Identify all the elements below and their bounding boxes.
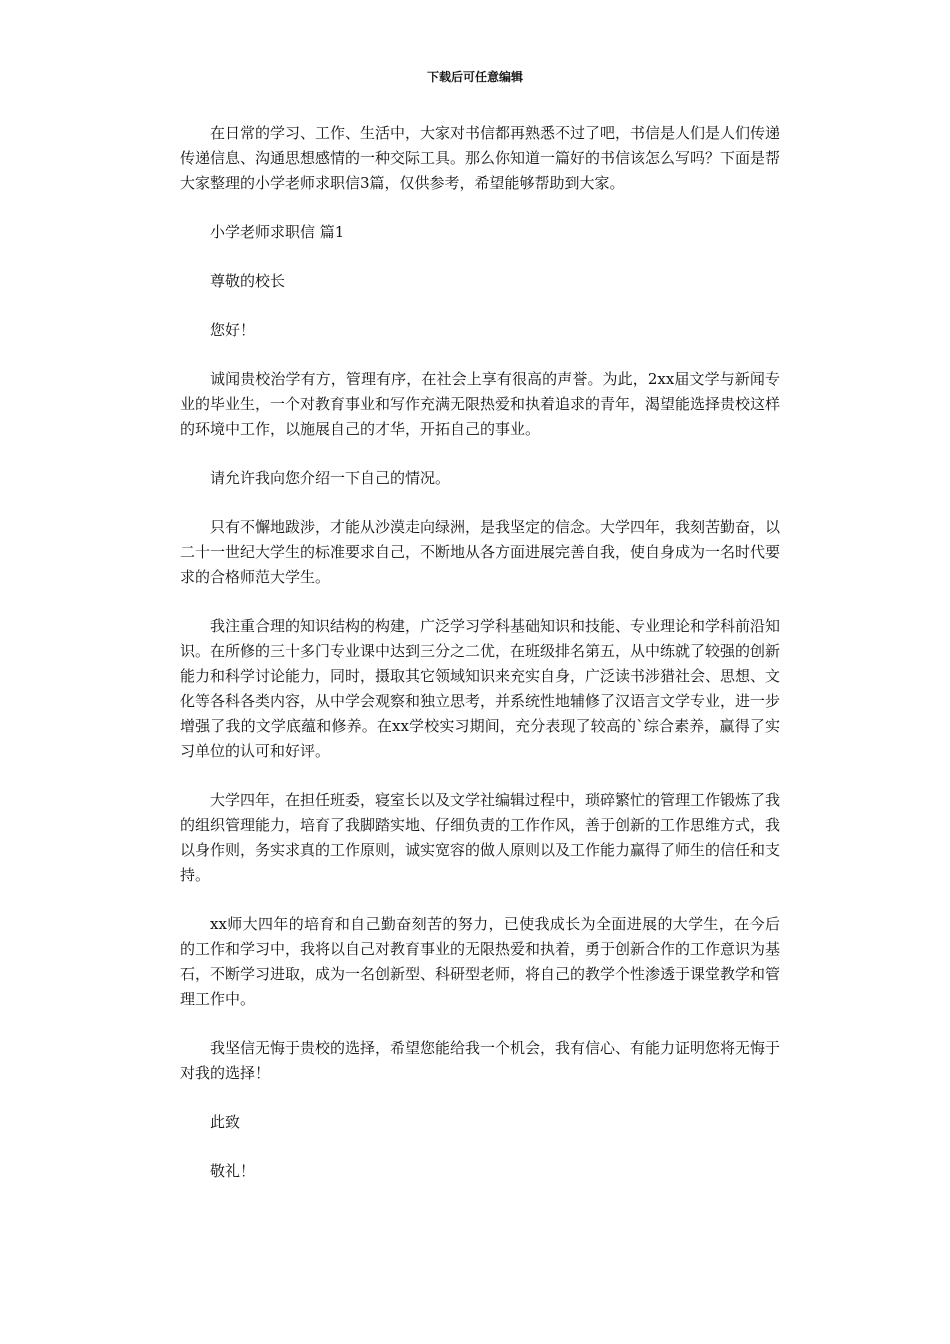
body-paragraph: xx师大四年的培育和自己勤奋刻苦的努力，已使我成长为全面进展的大学生，在今后的工作和学习中，我将以自己对教育事业的无限热爱和执着，勇于创新合作的工作意识为基石，不断学习进取，成为一名创新型、科研型老师，将自己的教学个性渗透于课堂教学和管理工作中。 <box>180 915 781 1008</box>
closing-regards: 敬礼！ <box>210 1162 256 1180</box>
salutation: 尊敬的校长 <box>210 272 286 290</box>
header-note: 下载后可任意编辑 <box>426 70 523 84</box>
closing-line: 此致 <box>210 1113 241 1131</box>
greeting: 您好！ <box>210 321 256 339</box>
body-paragraph: 诚闻贵校治学有方，管理有序，在社会上享有很高的声誉。为此，2xx届文学与新闻专业的毕业生，一个对教育事业和写作充满无限热爱和执着追求的青年，渴望能选择贵校这样的环境中工作，以施展自己的才华，开拓自己的事业。 <box>180 370 781 438</box>
body-paragraph: 请允许我向您介绍一下自己的情况。 <box>210 469 451 487</box>
section-heading: 小学老师求职信 篇1 <box>210 223 345 241</box>
body-paragraph: 我坚信无悔于贵校的选择，希望您能给我一个机会，我有信心、有能力证明您将无悔于对我的选择！ <box>180 1039 781 1082</box>
body-paragraph: 只有不懈地跋涉，才能从沙漠走向绿洲，是我坚定的信念。大学四年，我刻苦勤奋，以二十一世纪大学生的标准要求自己，不断地从各方面进展完善自我，使自身成为一名时代要求的合格师范大学生。 <box>180 518 781 586</box>
body-paragraph: 我注重合理的知识结构的构建，广泛学习学科基础知识和技能、专业理论和学科前沿知识。在所修的三十多门专业课中达到三分之二优，在班级排名第五，从中练就了较强的创新能力和科学讨论能力，同时，摄取其它领域知识来充实自身，广泛读书涉猎社会、思想、文化等各科各类内容，从中学会观察和独立思考，并系统性地辅修了汉语言文学专业，进一步增强了我的文学底蕴和修养。在xx学校实习期间，充分表现了较高的`综合素养，赢得了实习单位的认可和好评。 <box>180 617 781 760</box>
intro-paragraph: 在日常的学习、工作、生活中，大家对书信都再熟悉不过了吧，书信是人们是人们传递传递信息、沟通思想感情的一种交际工具。那么你知道一篇好的书信该怎么写吗？下面是帮大家整理的小学老师求职信3篇，仅供参考，希望能够帮助到大家。 <box>180 124 781 192</box>
body-paragraph: 大学四年，在担任班委，寝室长以及文学社编辑过程中，琐碎繁忙的管理工作锻炼了我的组织管理能力，培育了我脚踏实地、仔细负责的工作作风，善于创新的工作思维方式，我以身作则，务实求真的工作原则，诚实宽容的做人原则以及工作能力赢得了师生的信任和支持。 <box>180 791 781 884</box>
document-body <box>180 121 780 1208</box>
